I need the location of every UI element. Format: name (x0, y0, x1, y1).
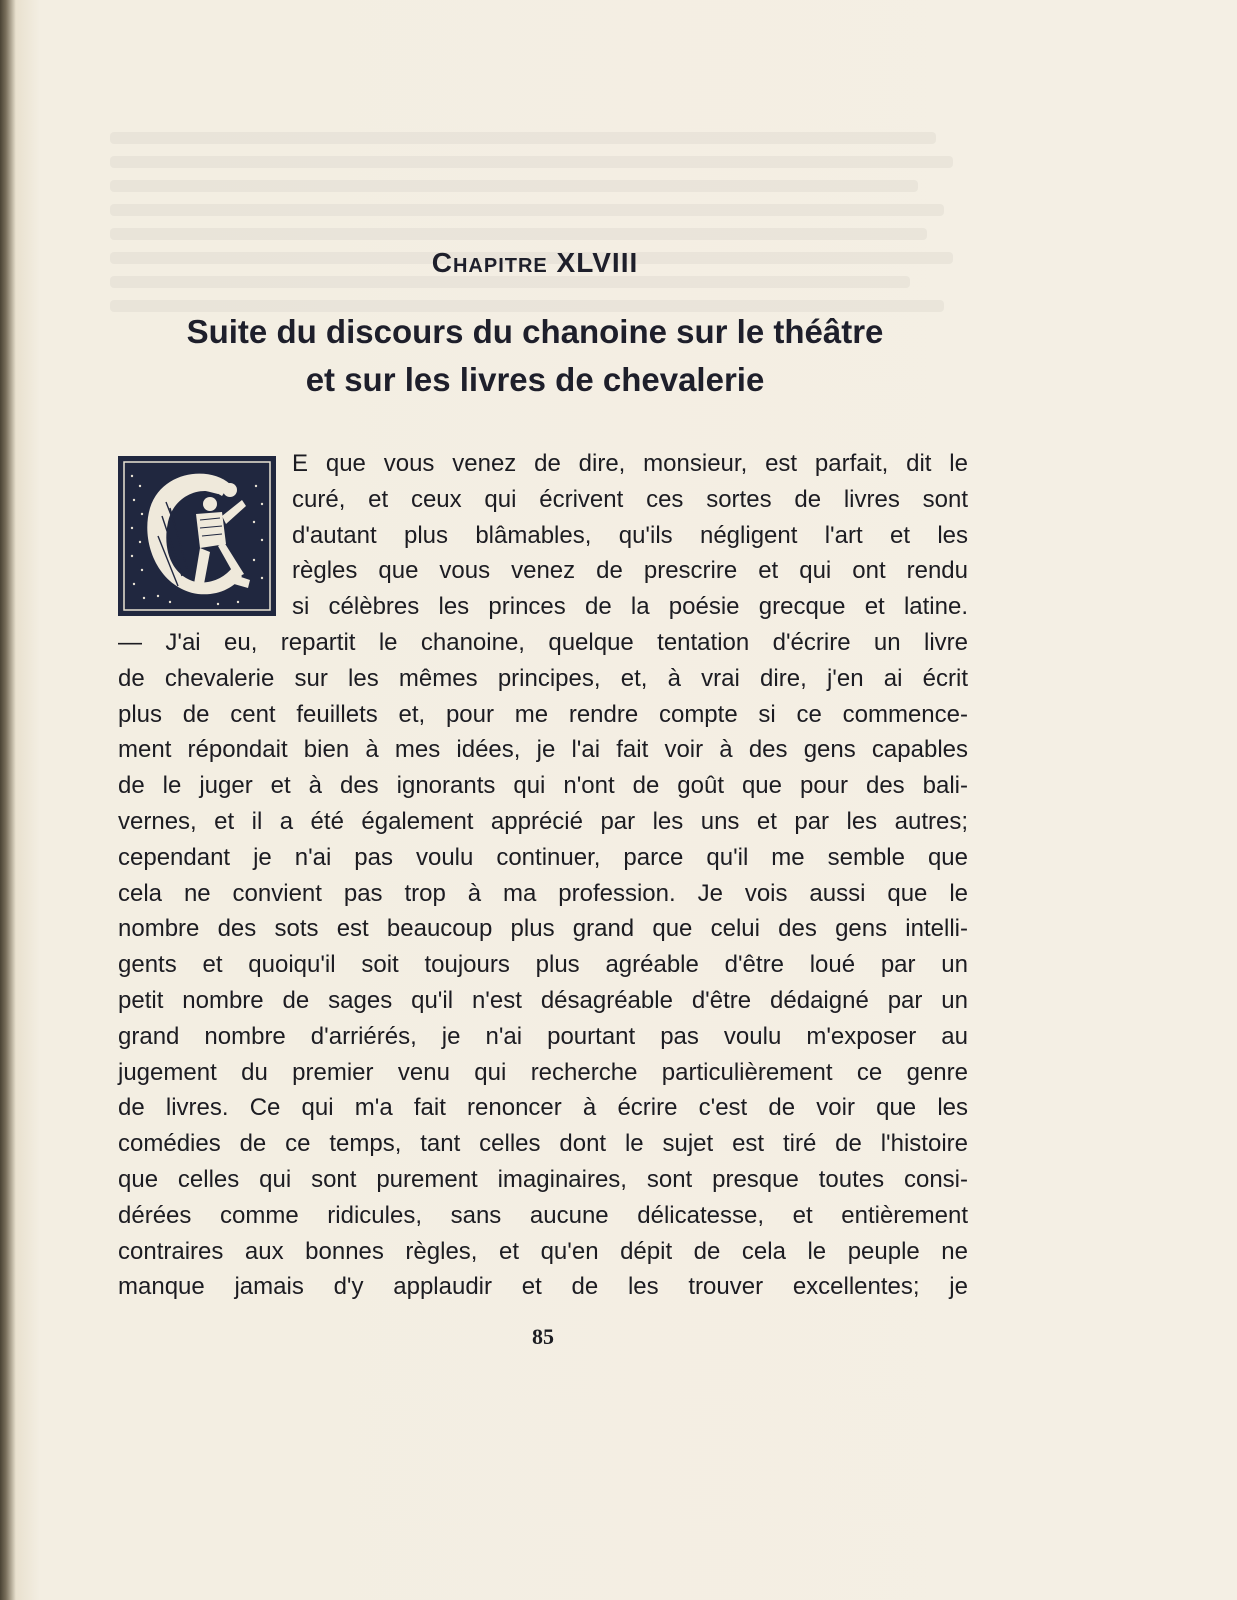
page-number: 85 (532, 1324, 554, 1349)
text-line: curé, et ceux qui écrivent ces sortes de livres sont (292, 485, 968, 513)
text-line: vernes, et il a été également apprécié par les uns et par les autres; (118, 807, 968, 835)
text-line: E que vous venez de dire, monsieur, est parfait, dit le (292, 450, 968, 477)
text-line: plus de cent feuillets et, pour me rendre compte si ce commence- (118, 700, 968, 728)
first-paragraph-block (118, 446, 968, 625)
chapter-subtitle-line-1: Suite du discours du chanoine sur le théâtre (186, 313, 884, 350)
text-line: comédies de ce temps, tant celles dont le sujet est tiré de l'histoire (118, 1130, 968, 1158)
text-line: petit nombre de sages qu'il n'est désagréable d'être dédaigné par un (118, 986, 968, 1014)
text-line: cela ne convient pas trop à ma profession. Je vois aussi que le (118, 879, 968, 907)
text-line: d'autant plus blâmables, qu'ils négligent l'art et les (292, 521, 968, 549)
dropcap-illustration (118, 456, 276, 616)
first-lines (292, 446, 968, 625)
illuminated-dropcap (118, 456, 276, 616)
text-line: si célèbres les princes de la poésie grecque et latine. (292, 593, 968, 621)
text-line: jugement du premier venu qui recherche particulièrement ce genre (118, 1058, 968, 1086)
text-line: ment répondait bien à mes idées, je l'ai fait voir à des gens capables (118, 736, 968, 764)
text-line: — J'ai eu, repartit le chanoine, quelque tentation d'écrire un livre (118, 628, 968, 656)
bleed-through-text (110, 120, 970, 324)
text-line: de livres. Ce qui m'a fait renoncer à écrire c'est de voir que les (118, 1094, 968, 1122)
chapter-subtitle-line-2: et sur les livres de chevalerie (305, 361, 765, 398)
text-line: grand nombre d'arriérés, je n'ai pourtant pas voulu m'exposer au (118, 1022, 968, 1050)
text-line: de le juger et à des ignorants qui n'ont de goût que pour des bali- (118, 772, 968, 800)
text-line: de chevalerie sur les mêmes principes, et, à vrai dire, j'en ai écrit (118, 664, 968, 692)
text-line: règles que vous venez de prescrire et qui ont rendu (292, 557, 968, 585)
body-text (118, 446, 968, 1305)
text-line: que celles qui sont purement imaginaires, sont presque toutes consi- (118, 1165, 968, 1193)
text-line: nombre des sots est beaucoup plus grand que celui des gens intelli- (118, 915, 968, 943)
chapter-subtitle (140, 308, 930, 404)
text-line: manque jamais d'y applaudir et de les trouver excellentes; je (118, 1273, 968, 1301)
chapter-title: Chapitre XLVIII (431, 247, 639, 278)
text-line: contraires aux bonnes règles, et qu'en dépit de cela le peuple ne (118, 1237, 968, 1265)
text-line: cependant je n'ai pas voulu continuer, parce qu'il me semble que (118, 843, 968, 871)
text-line: dérées comme ridicules, sans aucune délicatesse, et entièrement (118, 1201, 968, 1229)
text-line: gents et quoiqu'il soit toujours plus agréable d'être loué par un (118, 951, 968, 979)
